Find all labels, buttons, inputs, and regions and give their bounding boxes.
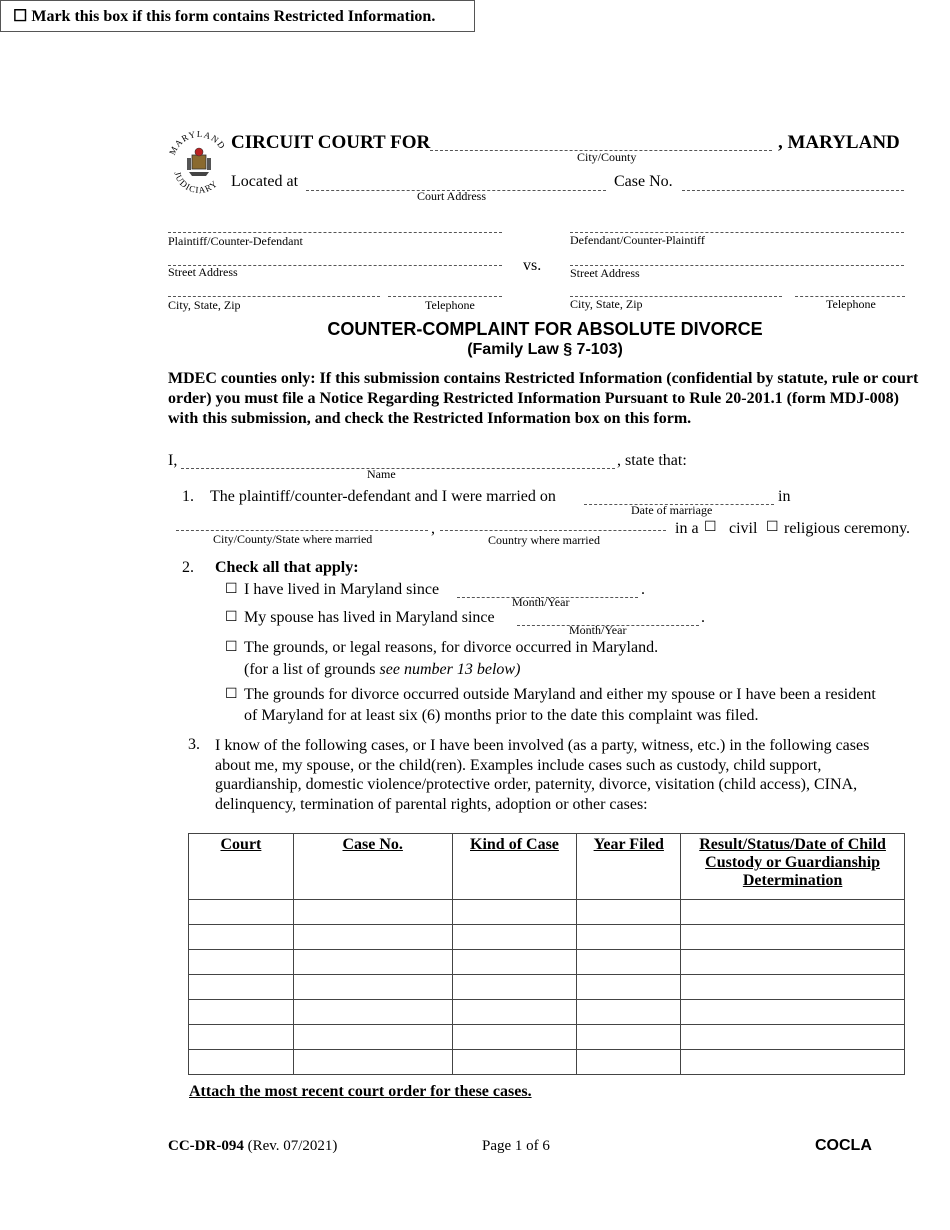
date-of-marriage-caption: Date of marriage: [631, 503, 713, 517]
table-row: [189, 1025, 905, 1050]
maryland-label: , MARYLAND: [778, 132, 900, 153]
table-cell[interactable]: [293, 925, 452, 950]
table-row: [189, 975, 905, 1000]
cases-table: [188, 833, 905, 1075]
city-county-caption: City/County: [577, 150, 637, 164]
table-cell[interactable]: [189, 1050, 294, 1075]
lived-in-maryland-checkbox[interactable]: ☐: [225, 581, 238, 597]
table-cell[interactable]: [452, 900, 577, 925]
table-cell[interactable]: [577, 1050, 681, 1075]
court-column-header: Court: [189, 834, 294, 900]
plaintiff-caption: Plaintiff/Counter-Defendant: [168, 234, 303, 248]
table-cell[interactable]: [189, 1025, 294, 1050]
form-subtitle: (Family Law § 7-103): [467, 341, 623, 358]
table-cell[interactable]: [452, 950, 577, 975]
item2-number: 2.: [182, 559, 194, 576]
civil-label: civil: [729, 520, 758, 537]
table-cell[interactable]: [293, 950, 452, 975]
table-row: [189, 900, 905, 925]
table-cell[interactable]: [681, 900, 905, 925]
table-cell[interactable]: [452, 925, 577, 950]
plaintiff-field[interactable]: [168, 218, 502, 233]
table-cell[interactable]: [189, 950, 294, 975]
item1-text: The plaintiff/counter-defendant and I were married on: [210, 488, 556, 505]
grounds-in-maryland-checkbox[interactable]: ☐: [225, 639, 238, 655]
table-cell[interactable]: [577, 925, 681, 950]
table-cell[interactable]: [681, 975, 905, 1000]
restricted-information-box[interactable]: [0, 0, 475, 32]
table-cell[interactable]: [577, 1025, 681, 1050]
defendant-telephone-field[interactable]: [795, 282, 905, 297]
grounds-in-maryland-label: The grounds, or legal reasons, for divorce occurred in Maryland.: [244, 639, 659, 656]
table-cell[interactable]: [293, 1000, 452, 1025]
spouse-lived-checkbox[interactable]: ☐: [225, 609, 238, 625]
defendant-telephone-caption: Telephone: [826, 297, 876, 311]
footer-form-id: CC-DR-094 (Rev. 07/2021): [168, 1138, 338, 1154]
table-row: [189, 950, 905, 975]
state-that-label: , state that:: [617, 452, 687, 469]
table-cell[interactable]: [293, 975, 452, 1000]
table-cell[interactable]: [293, 1050, 452, 1075]
restricted-label: Mark this box if this form contains Restricted Information.: [31, 8, 436, 25]
seal-top-text: MARYLAND: [168, 128, 228, 157]
grounds-outside-line1: The grounds for divorce occurred outside Maryland and either my spouse or I have been a resident: [244, 686, 876, 703]
restricted-checkbox[interactable]: ☐: [13, 8, 28, 25]
defendant-street-field[interactable]: [570, 251, 904, 266]
table-row: [189, 1050, 905, 1075]
located-at-label: Located at: [231, 173, 299, 190]
item2-heading: Check all that apply:: [215, 559, 359, 576]
item1-comma: ,: [431, 520, 435, 537]
kind-of-case-column-header: Kind of Case: [452, 834, 577, 900]
name-caption: Name: [367, 467, 396, 481]
defendant-caption: Defendant/Counter-Plaintiff: [570, 233, 705, 247]
table-cell[interactable]: [577, 900, 681, 925]
table-cell[interactable]: [189, 975, 294, 1000]
table-cell[interactable]: [293, 1025, 452, 1050]
grounds-outside-line2: of Maryland for at least six (6) months prior to the date this complaint was filed.: [244, 707, 759, 724]
table-cell[interactable]: [577, 975, 681, 1000]
plaintiff-street-caption: Street Address: [168, 265, 238, 279]
grounds-outside-checkbox[interactable]: ☐: [225, 686, 238, 702]
city-where-married-caption: City/County/State where married: [213, 532, 373, 546]
seal-bottom-text: JUDICIARY: [172, 170, 220, 196]
attach-court-order-note: Attach the most recent court order for these cases.: [189, 1083, 532, 1100]
spouse-lived-label: My spouse has lived in Maryland since: [244, 609, 495, 626]
court-address-caption: Court Address: [417, 189, 486, 203]
table-cell[interactable]: [189, 925, 294, 950]
table-row: [189, 925, 905, 950]
item1-in: in: [778, 488, 791, 505]
defendant-field[interactable]: [570, 218, 904, 233]
plaintiff-telephone-caption: Telephone: [425, 298, 475, 312]
table-cell[interactable]: [577, 1000, 681, 1025]
table-cell[interactable]: [189, 1000, 294, 1025]
religious-label: religious ceremony.: [784, 520, 911, 537]
footer-page-number: Page 1 of 6: [482, 1138, 550, 1154]
case-no-label: Case No.: [614, 173, 673, 190]
form-title: COUNTER-COMPLAINT FOR ABSOLUTE DIVORCE: [327, 319, 763, 339]
year-filed-column-header: Year Filed: [577, 834, 681, 900]
table-cell[interactable]: [452, 1025, 577, 1050]
defendant-street-caption: Street Address: [570, 266, 640, 280]
table-cell[interactable]: [681, 1000, 905, 1025]
country-where-married-caption: Country where married: [488, 533, 600, 547]
item3-number: 3.: [188, 736, 200, 753]
item1-in-a: in a: [675, 520, 699, 537]
lived-since-period: .: [641, 581, 645, 598]
plaintiff-city-caption: City, State, Zip: [168, 298, 241, 312]
table-cell[interactable]: [452, 1000, 577, 1025]
table-cell[interactable]: [452, 975, 577, 1000]
table-cell[interactable]: [681, 1025, 905, 1050]
result-status-column-header: Result/Status/Date of Child Custody or Guardianship Determination: [681, 834, 905, 900]
civil-checkbox[interactable]: ☐: [704, 519, 717, 535]
versus-label: vs.: [523, 257, 542, 274]
item3-text: I know of the following cases, or I have been involved (as a party, witness, etc.) in the following cases about me, my spouse, or the child(ren). Examples include cases such as custody, child support, guardianship, domestic violence/protective order, paternity, divorce, visitation (child access), CINA, delinquency, termination of parental rights, adoption or other cases:: [215, 737, 870, 813]
maryland-judiciary-seal: [168, 128, 230, 200]
religious-checkbox[interactable]: ☐: [766, 519, 779, 535]
defendant-city-caption: City, State, Zip: [570, 297, 643, 311]
case-no-field[interactable]: [682, 174, 904, 191]
circuit-court-label: CIRCUIT COURT FOR: [231, 132, 431, 153]
plaintiff-telephone-field[interactable]: [388, 282, 502, 297]
table-cell[interactable]: [681, 1050, 905, 1075]
table-cell[interactable]: [681, 925, 905, 950]
plaintiff-street-field[interactable]: [168, 251, 502, 266]
statement-i: I,: [168, 452, 178, 469]
table-cell[interactable]: [577, 950, 681, 975]
lived-in-maryland-label: I have lived in Maryland since: [244, 581, 440, 598]
table-cell[interactable]: [293, 900, 452, 925]
table-cell[interactable]: [681, 950, 905, 975]
defendant-city-field[interactable]: [570, 282, 782, 297]
table-cell[interactable]: [189, 900, 294, 925]
spouse-lived-since-caption: Month/Year: [569, 623, 627, 637]
item1-number: 1.: [182, 488, 194, 505]
table-header-row: [189, 834, 905, 900]
grounds-list-note: (for a list of grounds see number 13 below): [244, 661, 521, 678]
city-where-married-field[interactable]: [176, 516, 428, 531]
case-no-column-header: Case No.: [293, 834, 452, 900]
seal-emblem-icon: [187, 148, 211, 176]
country-where-married-field[interactable]: [440, 516, 666, 531]
lived-since-caption: Month/Year: [512, 595, 570, 609]
table-cell[interactable]: [452, 1050, 577, 1075]
table-row: [189, 1000, 905, 1025]
plaintiff-city-field[interactable]: [168, 282, 380, 297]
spouse-lived-period: .: [701, 609, 705, 626]
footer-code: COCLA: [815, 1137, 872, 1154]
city-county-field[interactable]: [430, 134, 772, 151]
mdec-notice: MDEC counties only: If this submission contains Restricted Information (confidential by statute, rule or court order) you must file a Notice Regarding Restricted Information Pursuant to Rule 20-201.1 (form MDJ-008) with this submission, and check the Restricted Information box on this form.: [168, 370, 919, 427]
name-field[interactable]: [181, 452, 615, 469]
